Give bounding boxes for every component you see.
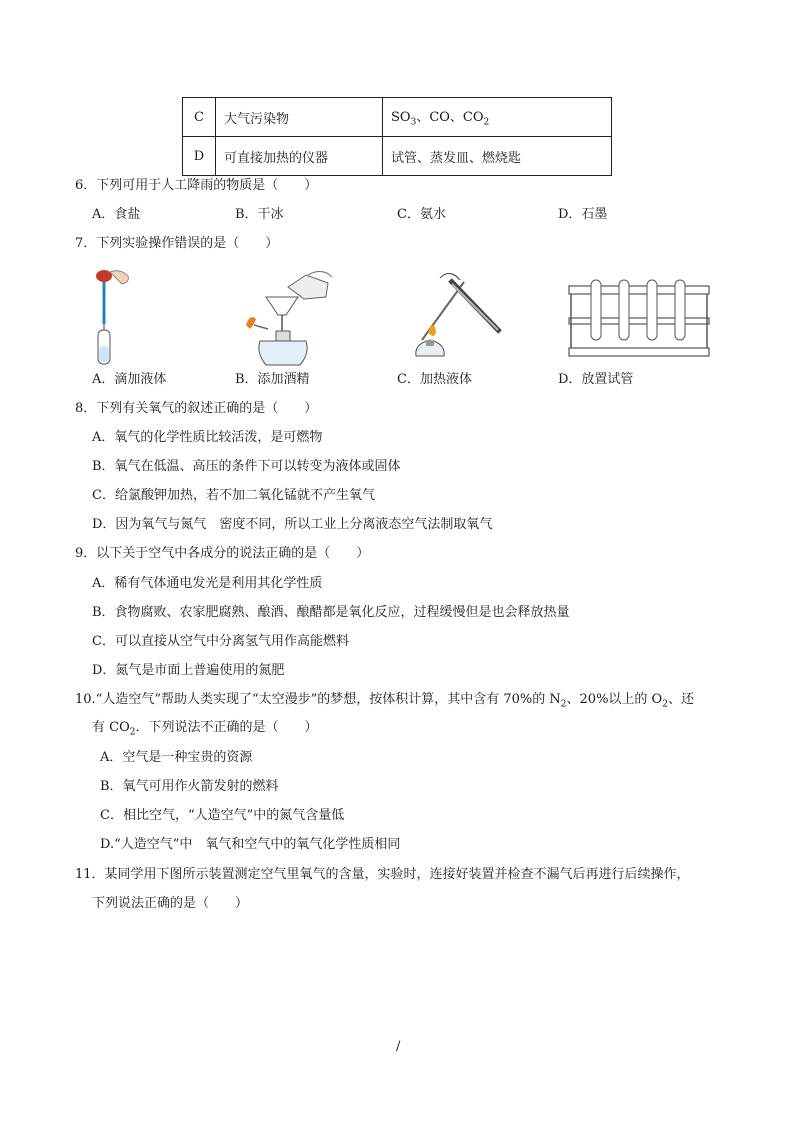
q9-option-d: D．氮气是市面上普遍使用的氮肥	[92, 663, 285, 678]
q11-stem-line2: 下列说法正确的是（ ）	[92, 896, 249, 911]
table-cell-category: 可直接加热的仪器	[216, 137, 383, 176]
q6-option-a: A．食盐	[92, 207, 141, 222]
heating-liquid-figure	[402, 270, 502, 370]
table-row	[183, 98, 612, 137]
q7-option-d: D．放置试管	[558, 372, 634, 387]
q10-stem-line2: 有 $CO_2$．下列说法不正确的是（ ）	[92, 720, 318, 738]
q8-option-d: D．因为氧气与氮气 密度不同，所以工业上分离液态空气法制取氧气	[92, 517, 493, 532]
table-cell-label: C	[183, 98, 216, 137]
q6-option-d: D．石墨	[558, 207, 608, 222]
q10-stem-line1: 10.“人造空气”帮助人类实现了“太空漫步”的梦想，按体积计算，其中含有 70%的 $N_2$、20%以上的 $O_2$、还	[75, 692, 694, 710]
table-row	[183, 137, 612, 176]
q7-stem: 7．下列实验操作错误的是（ ）	[75, 236, 279, 251]
q8-stem: 8．下列有关氧气的叙述正确的是（ ）	[75, 401, 318, 416]
q6-stem: 6．下列可用于人工降雨的物质是（ ）	[75, 178, 318, 193]
q9-option-c: C．可以直接从空气中分离氢气用作高能燃料	[92, 634, 349, 649]
table-cell-label: D	[183, 137, 216, 176]
q10-option-c: C．相比空气，“人造空气”中的氮气含量低	[100, 808, 345, 823]
test-tube-rack-figure	[567, 278, 711, 358]
q8-option-b: B．氧气在低温、高压的条件下可以转变为液体或固体	[92, 459, 401, 474]
alcohol-lamp-figure	[238, 265, 338, 369]
q7-option-a: A．滴加液体	[92, 372, 167, 387]
q8-option-c: C．给氯酸钾加热，若不加二氧化锰就不产生氧气	[92, 488, 375, 503]
q10-option-d: D.“人造空气”中 氧气和空气中的氧气化学性质相同	[100, 837, 401, 852]
q10-option-a: A．空气是一种宝贵的资源	[100, 750, 253, 765]
dropper-figure	[88, 266, 134, 366]
q7-option-c: C．加热液体	[397, 372, 472, 387]
q6-option-b: B．干冰	[235, 207, 284, 222]
q10-option-b: B．氧气可用作火箭发射的燃料	[100, 779, 279, 794]
classification-table	[182, 97, 612, 176]
q8-option-a: A．氧气的化学性质比较活泼，是可燃物	[92, 430, 323, 445]
q7-option-b: B．添加酒精	[235, 372, 310, 387]
q9-stem: 9．以下关于空气中各成分的说法正确的是（ ）	[75, 546, 370, 561]
table-cell-category: 大气污染物	[216, 98, 383, 137]
q11-stem-line1: 11．某同学用下图所示装置测定空气里氧气的含量，实验时，连接好装置并检查不漏气后再进行后续操作，	[75, 867, 690, 882]
table-cell-examples: 试管、蒸发皿、燃烧匙	[383, 137, 612, 176]
q9-option-a: A．稀有气体通电发光是利用其化学性质	[92, 576, 323, 591]
q6-option-c: C．氨水	[397, 207, 446, 222]
q9-option-b: B．食物腐败、农家肥腐熟、酿酒、酿醋都是氧化反应，过程缓慢但是也会释放热量	[92, 605, 570, 620]
page-number: /	[396, 1039, 401, 1054]
table-cell-examples: $SO_3$、CO、$CO_2$	[383, 98, 612, 137]
